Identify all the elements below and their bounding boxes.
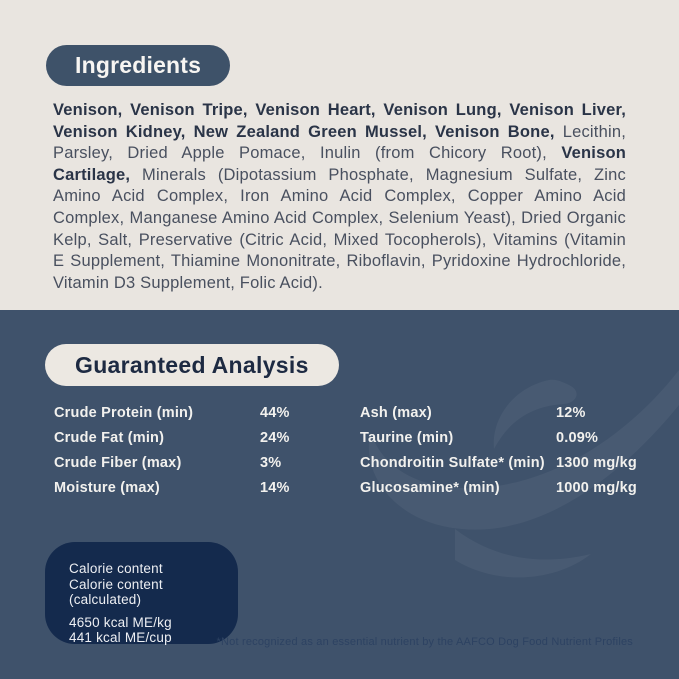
analysis-left-column — [54, 400, 360, 500]
analysis-label: Moisture (max) — [54, 479, 160, 496]
analysis-value: 44% — [260, 404, 290, 421]
analysis-row — [360, 425, 639, 450]
calorie-content-box — [45, 542, 238, 644]
analysis-row — [54, 475, 360, 500]
aafco-footnote: *Not recognized as an essential nutrient by the AAFCO Dog Food Nutrient Profiles — [216, 636, 633, 648]
guaranteed-analysis-section — [0, 310, 679, 679]
analysis-value: 14% — [260, 479, 290, 496]
analysis-table — [54, 400, 639, 500]
analysis-value: 12% — [556, 404, 586, 421]
calorie-box-spacer — [69, 608, 238, 615]
ingredients-paragraph — [53, 100, 626, 294]
ingredient-emphasized-text: Venison, Venison Tripe, Venison Heart, Venison Lung, Venison Liver, Venison Kidney, New Zealand Green Mussel, Venison Bone, — [53, 101, 626, 141]
analysis-value: 0.09% — [556, 429, 599, 446]
analysis-header-label: Guaranteed Analysis — [75, 351, 309, 378]
analysis-header-badge — [45, 344, 339, 386]
analysis-value: 1000 mg/kg — [556, 479, 637, 496]
calorie-content-title: Calorie content — [69, 561, 163, 576]
analysis-value: 24% — [260, 429, 290, 446]
analysis-label: Chondroitin Sulfate* (min) — [360, 454, 545, 471]
analysis-value: 3% — [260, 454, 282, 471]
analysis-row — [54, 400, 360, 425]
analysis-row — [54, 450, 360, 475]
analysis-right-column — [360, 400, 639, 500]
ingredient-regular-text: Lecithin, Parsley, Dried Apple Pomace, Inulin (from Chicory Root), — [53, 122, 626, 163]
ingredients-header-badge — [46, 45, 230, 86]
analysis-row — [360, 475, 639, 500]
analysis-label: Glucosamine* (min) — [360, 479, 500, 496]
calorie-content-subtitle: Calorie content (calculated) — [69, 576, 163, 607]
analysis-row — [360, 450, 639, 475]
ingredients-header-label: Ingredients — [75, 52, 202, 78]
analysis-row — [54, 425, 360, 450]
ingredients-section — [0, 0, 679, 310]
analysis-label: Ash (max) — [360, 404, 432, 421]
analysis-label: Crude Fat (min) — [54, 429, 165, 446]
analysis-row — [360, 400, 639, 425]
ingredient-regular-text: Minerals (Dipotassium Phosphate, Magnesium Sulfate, Zinc Amino Acid Complex, Iron Amino Acid Complex, Copper Amino Acid Complex, Manganese Amino Acid Complex, Selenium Yeast), Dried Organic Kelp, Salt, Preservative (Citric Acid, Mixed Tocopherols), Vitamins (Vitamin E Supplement, Thiamine Mononitrate, Riboflavin, Pyridoxine Hydrochloride, Vitamin D3 Supplement, Folic Acid). — [53, 165, 626, 292]
analysis-label: Crude Protein (min) — [54, 404, 194, 421]
analysis-label: Taurine (min) — [360, 429, 454, 446]
ingredient-emphasized-text: Venison Cartilage, — [53, 144, 626, 184]
calorie-value-per-cup: 441 kcal ME/cup — [69, 630, 172, 645]
calorie-value-per-kg: 4650 kcal ME/kg — [69, 614, 172, 630]
analysis-label: Crude Fiber (max) — [54, 454, 182, 471]
analysis-value: 1300 mg/kg — [556, 454, 637, 471]
